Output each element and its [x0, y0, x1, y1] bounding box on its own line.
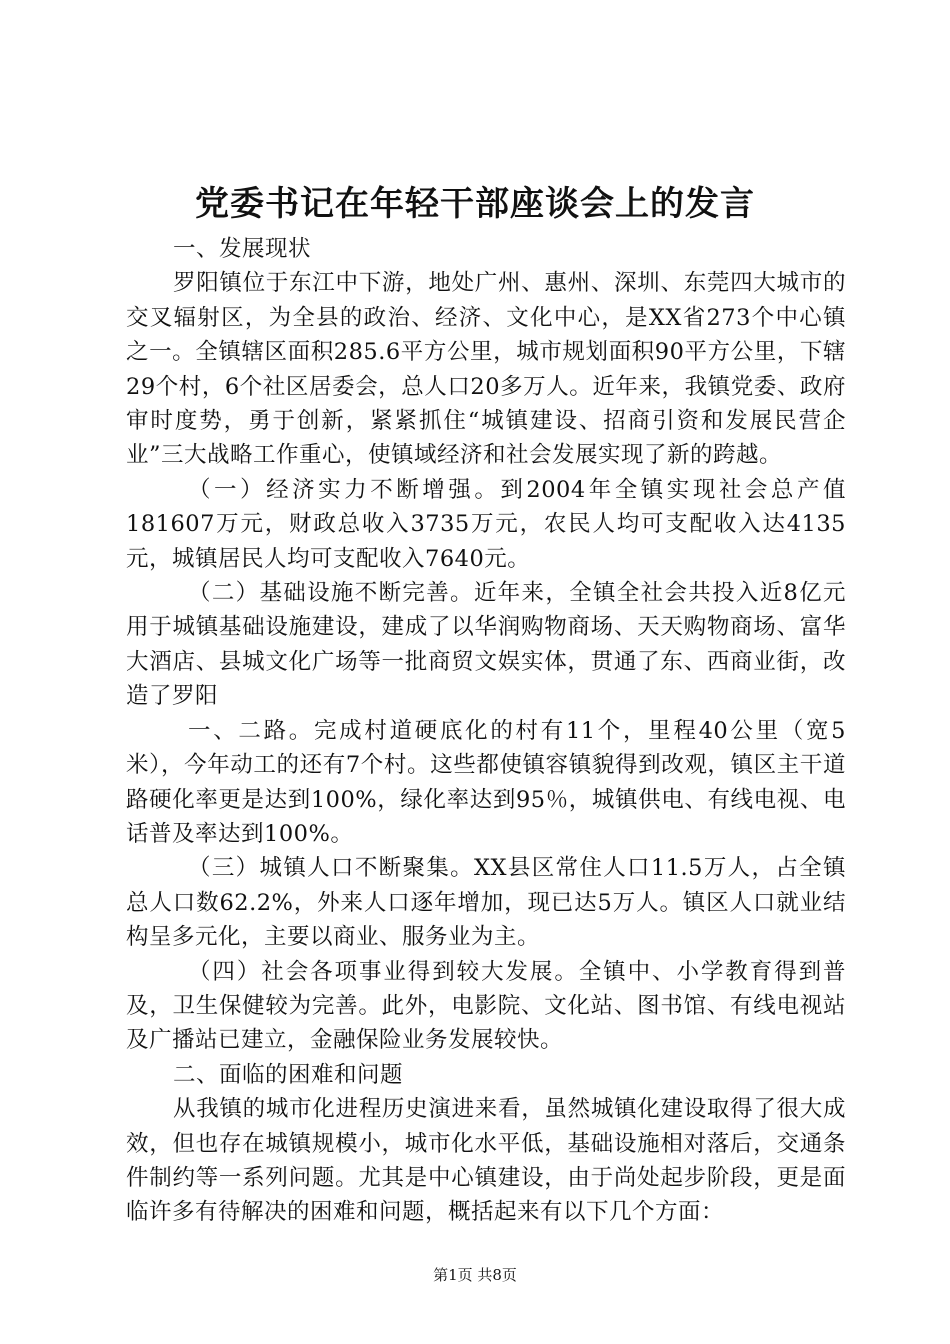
- paragraph-problems: 从我镇的城市化进程历史演进来看，虽然城镇化建设取得了很大成效，但也存在城镇规模小，城市化水平低，基础设施相对落后，交通条件制约等一系列问题。尤其是中心镇建设，由于尚处起步阶段，更是面临许多有待解决的困难和问题，概括起来有以下几个方面：: [126, 1096, 846, 1226]
- section-heading-status: 一、发展现状: [173, 236, 312, 262]
- paragraph-roads: 一、二路。完成村道硬底化的村有11个，里程40公里（宽5米），今年动工的还有7个村。这些都使镇容镇貌得到改观，镇区主干道路硬化率更是达到100%，绿化率达到95％，城镇供电、有线电视、电话普及率达到100%。: [126, 717, 846, 847]
- document-title: 党委书记在年轻干部座谈会上的发言: [195, 184, 755, 224]
- paragraph-population: （三）城镇人口不断聚集。XX县区常住人口11.5万人，占全镇总人口数62.2%，外来人口逐年增加，现已达5万人。镇区人口就业结构呈多元化，主要以商业、服务业为主。: [126, 855, 846, 951]
- paragraph-economy: （一）经济实力不断增强。到2004年全镇实现社会总产值181607万元，财政总收入3735万元，农民人均可支配收入达4135元，城镇居民人均可支配收入7640元。: [126, 476, 846, 572]
- paragraph-intro: 罗阳镇位于东江中下游，地处广州、惠州、深圳、东莞四大城市的交叉辐射区，为全县的政治、经济、文化中心，是XX省273个中心镇之一。全镇辖区面积285.6平方公里，城市规划面积90平方公里，下辖29个村，6个社区居委会，总人口20多万人。近年来，我镇党委、政府审时度势，勇于创新，紧紧抓住“城镇建设、招商引资和发展民营企业”三大战略工作重心，使镇域经济和社会发展实现了新的跨越。: [126, 270, 846, 469]
- paragraph-infrastructure: （二）基础设施不断完善。近年来，全镇全社会共投入近8亿元用于城镇基础设施建设，建成了以华润购物商场、天天购物商场、富华大酒店、县城文化广场等一批商贸文娱实体，贯通了东、西商业街，改造了罗阳: [126, 580, 846, 710]
- page-footer: 第1页 共8页: [433, 1266, 517, 1284]
- section-heading-problems: 二、面临的困难和问题: [173, 1061, 404, 1088]
- paragraph-social: （四）社会各项事业得到较大发展。全镇中、小学教育得到普及，卫生保健较为完善。此外，电影院、文化站、图书馆、有线电视站及广播站已建立，金融保险业务发展较快。: [126, 958, 846, 1054]
- document-body: [126, 232, 846, 1230]
